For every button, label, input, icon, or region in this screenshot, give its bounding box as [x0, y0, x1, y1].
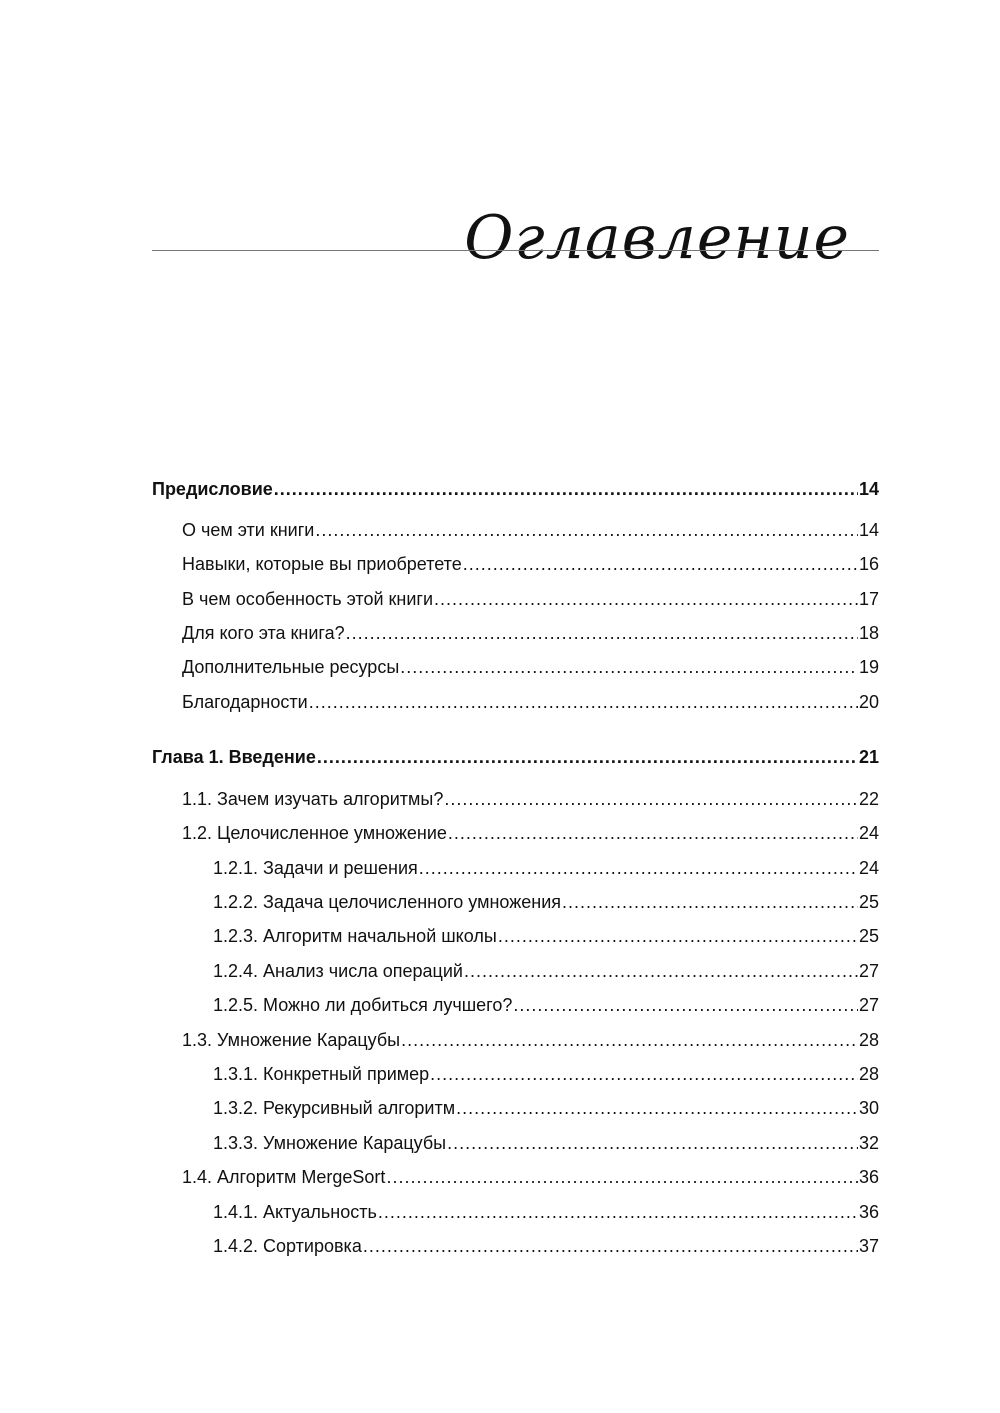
toc-dot-leader [513, 992, 858, 1018]
toc-entry-title: 1.2.3. Алгоритм начальной школы [213, 926, 497, 946]
toc-dot-leader [419, 855, 858, 881]
toc-page-number: 17 [858, 589, 879, 609]
toc-dot-leader [400, 654, 858, 680]
toc-dot-leader [463, 551, 858, 577]
toc-page-number: 21 [858, 747, 879, 767]
toc-page-number: 28 [858, 1064, 879, 1084]
toc-page-number: 27 [858, 961, 879, 981]
toc-entry-title: 1.4.2. Сортировка [213, 1236, 362, 1256]
toc-section-entry [152, 620, 879, 646]
toc-section-entry [152, 1199, 879, 1225]
toc-entry-title: Дополнительные ресурсы [182, 657, 400, 677]
toc-page-number: 27 [858, 995, 879, 1015]
toc-dot-leader [274, 476, 858, 502]
toc-section-entry [152, 958, 879, 984]
toc-entry-title: 1.3.1. Конкретный пример [213, 1064, 430, 1084]
toc-section-entry [152, 654, 879, 680]
toc-section-entry [152, 517, 879, 543]
toc-entry-title: В чем особенность этой книги [182, 589, 434, 609]
toc-entry-title: 1.3.2. Рекурсивный алгоритм [213, 1098, 456, 1118]
toc-entry-title: Предисловие [152, 479, 273, 499]
toc-entry-title: 1.4.1. Актуальность [213, 1202, 377, 1222]
toc-section-entry [152, 551, 879, 577]
toc-section-entry [152, 992, 879, 1018]
toc-dot-leader [444, 786, 858, 812]
toc-dot-leader [317, 744, 858, 770]
toc-entry-title: Благодарности [182, 692, 308, 712]
toc-page-number: 36 [858, 1167, 879, 1187]
toc-dot-leader [386, 1164, 858, 1190]
toc-entry-title: О чем эти книги [182, 520, 315, 540]
toc-entry-title: 1.3.3. Умножение Карацубы [213, 1133, 447, 1153]
title-divider [152, 250, 879, 251]
toc-entry-title: 1.4. Алгоритм MergeSort [182, 1167, 386, 1187]
toc-entry-title: 1.2.4. Анализ числа операций [213, 961, 463, 981]
toc-dot-leader [315, 517, 858, 543]
toc-page-number: 24 [858, 823, 879, 843]
toc-dot-leader [464, 958, 858, 984]
toc-page-number: 18 [858, 623, 879, 643]
toc-section-entry [152, 689, 879, 715]
toc-section-entry [152, 889, 879, 915]
toc-dot-leader [562, 889, 858, 915]
toc-page-number: 24 [858, 858, 879, 878]
toc-dot-leader [448, 820, 858, 846]
toc-dot-leader [447, 1130, 858, 1156]
toc-page-number: 36 [858, 1202, 879, 1222]
toc-dot-leader [434, 586, 858, 612]
toc-dot-leader [309, 689, 858, 715]
toc-dot-leader [498, 923, 858, 949]
toc-section-entry [152, 1130, 879, 1156]
page-title: Оглавление [464, 203, 850, 274]
toc-section-entry [152, 1027, 879, 1053]
toc-page-number: 30 [858, 1098, 879, 1118]
toc-entry-title: 1.2.1. Задачи и решения [213, 858, 418, 878]
toc-chapter-entry [152, 476, 879, 502]
toc-page-number: 19 [858, 657, 879, 677]
toc-page-number: 37 [858, 1236, 879, 1256]
toc-page-number: 22 [858, 789, 879, 809]
toc-section-entry [152, 1164, 879, 1190]
toc-entry-title: Для кого эта книга? [182, 623, 345, 643]
toc-page-number: 14 [858, 479, 879, 499]
toc-page-number: 28 [858, 1030, 879, 1050]
toc-page-number: 16 [858, 554, 879, 574]
toc-section-entry [152, 923, 879, 949]
toc-section-entry [152, 786, 879, 812]
toc-entry-title: 1.2.5. Можно ли добиться лучшего? [213, 995, 513, 1015]
toc-page-number: 25 [858, 892, 879, 912]
toc-entry-title: 1.2.2. Задача целочисленного умножения [213, 892, 562, 912]
toc-page-number: 25 [858, 926, 879, 946]
toc-dot-leader [363, 1233, 858, 1259]
toc-dot-leader [346, 620, 858, 646]
toc-section-entry [152, 1061, 879, 1087]
toc-entry-title: Глава 1. Введение [152, 747, 316, 767]
toc-dot-leader [378, 1199, 858, 1225]
toc-section-entry [152, 1095, 879, 1121]
toc-page-number: 20 [858, 692, 879, 712]
toc-dot-leader [430, 1061, 858, 1087]
toc-dot-leader [401, 1027, 858, 1053]
toc-entry-title: 1.3. Умножение Карацубы [182, 1030, 401, 1050]
toc-section-entry [152, 820, 879, 846]
toc-dot-leader [456, 1095, 858, 1121]
toc-entry-title: 1.2. Целочисленное умножение [182, 823, 447, 843]
toc-chapter-entry [152, 744, 879, 770]
toc-page-number: 14 [858, 520, 879, 540]
toc-entry-title: 1.1. Зачем изучать алгоритмы? [182, 789, 444, 809]
toc-page-number: 32 [858, 1133, 879, 1153]
toc-section-entry [152, 855, 879, 881]
toc-section-entry [152, 586, 879, 612]
toc-entry-title: Навыки, которые вы приобретете [182, 554, 462, 574]
toc-section-entry [152, 1233, 879, 1259]
